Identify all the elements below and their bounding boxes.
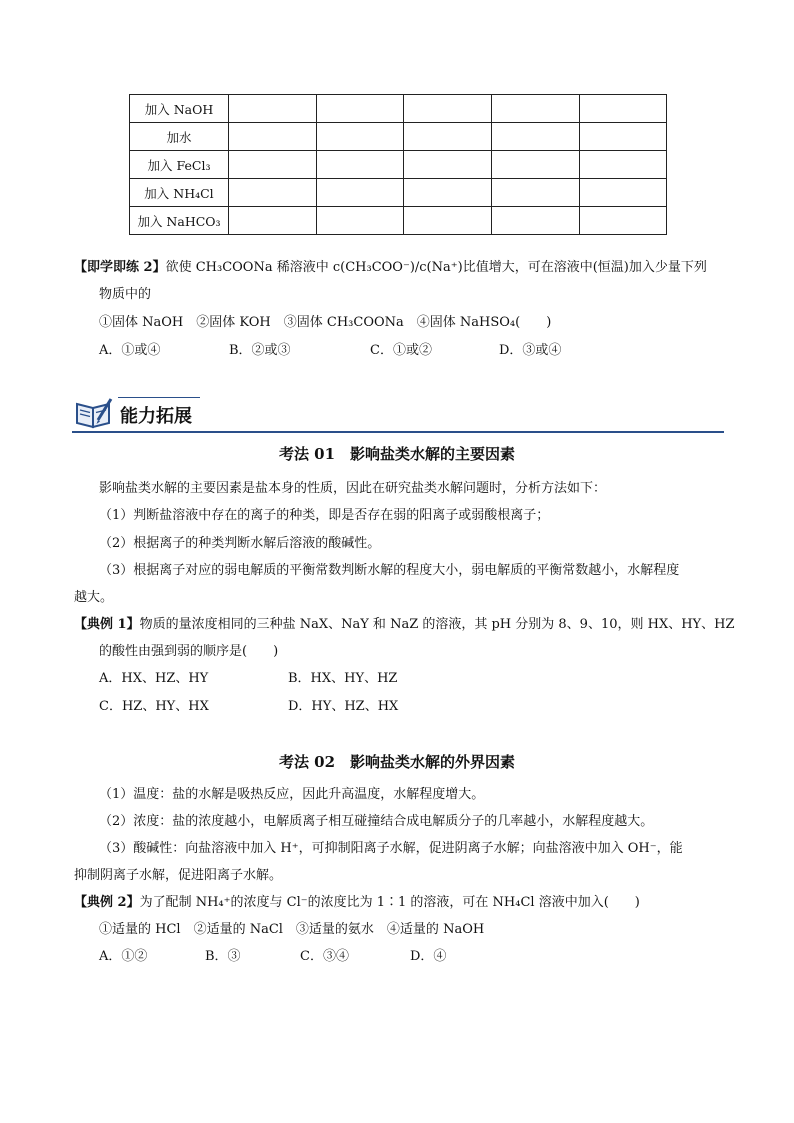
table-cell (580, 151, 667, 179)
example-1-text: 物质的量浓度相同的三种盐 NaX、NaY 和 NaZ 的溶液，其 pH 分别为 8、9、10，则 HX、HY、HZ (139, 617, 735, 632)
table-cell (229, 207, 317, 235)
section-1-point-3b: 越大。 (74, 590, 114, 605)
example-2-option-d: D．④ (410, 949, 447, 964)
example-1-line1 (74, 616, 735, 634)
example-1-option-b: B．HX、HY、HZ (288, 671, 398, 686)
practice-2-text: 欲使 CH₃COONa 稀溶液中 c(CH₃COO⁻)/c(Na⁺)比值增大，可在溶液中(恒温)加入少量下列 (165, 260, 707, 275)
table-cell (317, 179, 404, 207)
reagent-table (129, 94, 667, 235)
table-cell (580, 179, 667, 207)
table-cell (229, 95, 317, 123)
example-2-tag: 【典例 2】 (74, 895, 140, 910)
practice-2-line2: 物质中的 (99, 287, 152, 302)
practice-2-option-d: D．③或④ (499, 343, 562, 358)
section-1-point-3a: （3）根据离子对应的弱电解质的平衡常数判断水解的程度大小，弱电解质的平衡常数越小，水解程度 (99, 563, 680, 578)
table-cell (492, 151, 580, 179)
table-cell (492, 179, 580, 207)
book-pencil-icon (74, 396, 114, 434)
section-2-point-1: （1）温度：盐的水解是吸热反应，因此升高温度，水解程度增大。 (99, 787, 485, 802)
example-2-text: 为了配制 NH₄⁺的浓度与 Cl⁻的浓度比为 1∶1 的溶液，可在 NH₄Cl 溶液中加入( ) (139, 895, 640, 910)
table-cell (404, 207, 492, 235)
row-label: 加入 FeCl₃ (130, 151, 229, 179)
practice-2-line1 (74, 259, 707, 277)
section-1-title: 考法 01 影响盐类水解的主要因素 (278, 445, 516, 463)
table-cell (317, 207, 404, 235)
table-cell (492, 207, 580, 235)
table-cell (492, 123, 580, 151)
table-row (130, 95, 667, 123)
example-2-option-b: B．③ (205, 949, 241, 964)
table-cell (580, 123, 667, 151)
banner-top-rule (118, 397, 200, 398)
example-1-line2: 的酸性由强到弱的顺序是( ) (99, 644, 279, 659)
row-label: 加入 NaOH (130, 95, 229, 123)
table-cell (317, 95, 404, 123)
table-cell (492, 95, 580, 123)
practice-2-option-a: A．①或④ (99, 343, 161, 358)
section-1-point-1: （1）判断盐溶液中存在的离子的种类，即是否存在弱的阳离子或弱酸根离子； (99, 508, 550, 523)
table-cell (229, 179, 317, 207)
section-2-point-3a: （3）酸碱性：向盐溶液中加入 H⁺，可抑制阳离子水解，促进阴离子水解；向盐溶液中加入 OH⁻，能 (99, 841, 683, 856)
section-2-point-3b: 抑制阴离子水解，促进阳离子水解。 (74, 868, 283, 883)
table-cell (404, 95, 492, 123)
table-cell (580, 95, 667, 123)
section-2-point-2: （2）浓度：盐的浓度越小，电解质离子相互碰撞结合成电解质分子的几率越小，水解程度越大。 (99, 814, 654, 829)
section-2-title: 考法 02 影响盐类水解的外界因素 (278, 753, 516, 771)
example-1-option-d: D．HY、HZ、HX (288, 699, 399, 714)
table-cell (229, 151, 317, 179)
table-cell (317, 151, 404, 179)
table-row (130, 207, 667, 235)
example-1-option-a: A．HX、HZ、HY (99, 671, 209, 686)
practice-2-option-c: C．①或② (370, 343, 432, 358)
banner-underline (72, 431, 724, 433)
example-2-line1 (74, 894, 640, 912)
example-1-option-c: C．HZ、HY、HX (99, 699, 209, 714)
table-cell (404, 179, 492, 207)
row-label: 加入 NaHCO₃ (130, 207, 229, 235)
table-cell (404, 151, 492, 179)
example-2-option-a: A．①② (99, 949, 148, 964)
section-1-intro: 影响盐类水解的主要因素是盐本身的性质，因此在研究盐类水解问题时，分析方法如下： (99, 481, 607, 496)
table-cell (580, 207, 667, 235)
practice-2-items: ①固体 NaOH ②固体 KOH ③固体 CH₃COONa ④固体 NaHSO₄( ) (99, 315, 552, 330)
table-row (130, 151, 667, 179)
example-2-items: ①适量的 HCl ②适量的 NaCl ③适量的氨水 ④适量的 NaOH (99, 922, 485, 937)
table-row (130, 123, 667, 151)
table-row (130, 179, 667, 207)
practice-2-option-b: B．②或③ (229, 343, 291, 358)
row-label: 加入 NH₄Cl (130, 179, 229, 207)
section-1-point-2: （2）根据离子的种类判断水解后溶液的酸碱性。 (99, 536, 381, 551)
banner-title: 能力拓展 (120, 406, 192, 427)
example-1-tag: 【典例 1】 (74, 617, 140, 632)
row-label: 加水 (130, 123, 229, 151)
example-2-option-c: C．③④ (300, 949, 349, 964)
table-cell (404, 123, 492, 151)
practice-2-tag: 【即学即练 2】 (74, 260, 166, 275)
table-cell (317, 123, 404, 151)
table-cell (229, 123, 317, 151)
